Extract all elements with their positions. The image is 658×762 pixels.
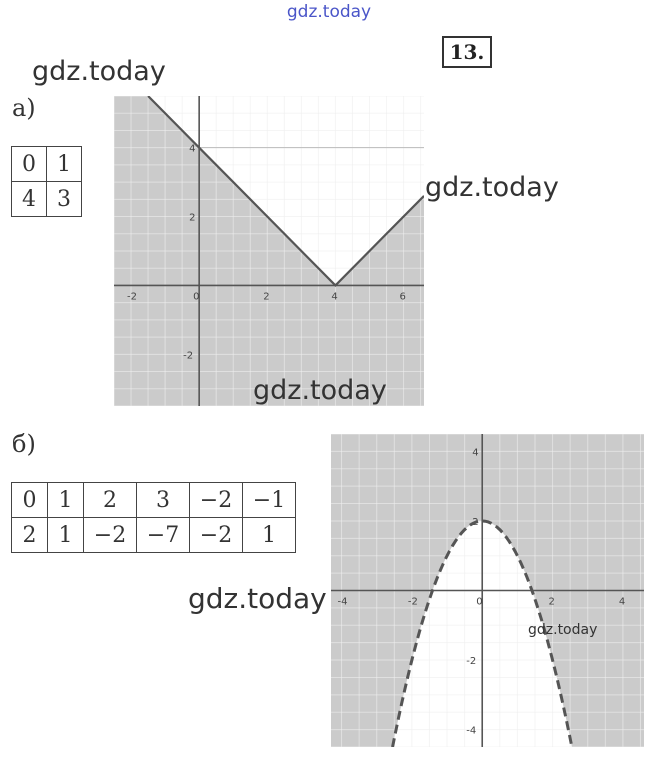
part-a-label: а) [12, 94, 36, 122]
table-cell: 1 [48, 483, 84, 518]
x-tick-label: 4 [331, 291, 338, 303]
y-tick-label: 4 [472, 447, 479, 459]
table-cell: −2 [190, 483, 243, 518]
watermark-a-left: gdz.today [32, 56, 166, 87]
watermark-a-bottom: gdz.today [253, 375, 387, 406]
y-tick-label: 4 [189, 143, 196, 155]
table-cell: 0 [12, 483, 48, 518]
table-cell: 1 [48, 518, 84, 553]
x-tick-label: 6 [399, 291, 406, 303]
table-cell: −1 [243, 483, 296, 518]
part-b-label: б) [12, 430, 36, 458]
x-tick-label: 0 [193, 291, 200, 303]
table-cell: 1 [47, 147, 82, 182]
table-row [12, 147, 82, 182]
table-row [12, 182, 82, 217]
x-tick-label: 4 [618, 596, 626, 608]
table-cell: 1 [243, 518, 296, 553]
table-cell: −7 [137, 518, 190, 553]
y-tick-label: -4 [466, 725, 477, 737]
chart-b [331, 434, 644, 747]
table-cell: 4 [12, 182, 47, 217]
table-cell: 3 [47, 182, 82, 217]
table-cell: 2 [84, 483, 137, 518]
y-tick-label: -2 [466, 656, 477, 668]
x-tick-label: -4 [337, 596, 348, 608]
part-a-value-table [11, 146, 82, 217]
table-cell: 3 [137, 483, 190, 518]
x-tick-label: 0 [476, 596, 483, 608]
x-tick-label: 2 [548, 596, 555, 608]
chart-a [114, 96, 424, 406]
part-b-value-table [11, 482, 296, 553]
x-tick-label: -2 [127, 291, 138, 303]
watermark-a-right: gdz.today [425, 172, 559, 203]
table-row [12, 483, 296, 518]
table-cell: 2 [12, 518, 48, 553]
watermark-top: gdz.today [286, 2, 372, 22]
table-cell: 0 [12, 147, 47, 182]
table-cell: −2 [84, 518, 137, 553]
watermark-b-inside: gdz.today [528, 622, 598, 638]
watermark-b-left: gdz.today [188, 582, 327, 615]
x-tick-label: -2 [407, 596, 418, 608]
table-row [12, 518, 296, 553]
table-cell: −2 [190, 518, 243, 553]
y-tick-label: 2 [189, 212, 196, 224]
y-tick-label: -2 [183, 350, 194, 362]
y-tick-label: 2 [472, 516, 479, 528]
problem-number: 13. [442, 36, 492, 68]
x-tick-label: 2 [263, 291, 270, 303]
